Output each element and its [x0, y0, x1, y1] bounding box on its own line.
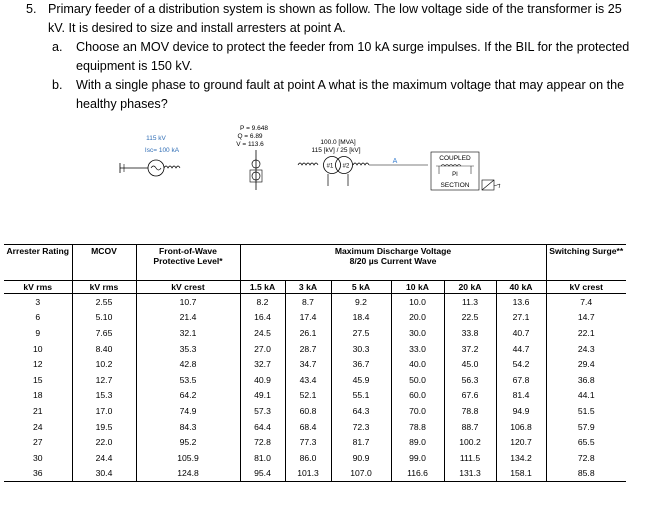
xfmr-w1-label: #1 — [326, 163, 334, 170]
table-cell: 55.1 — [331, 388, 391, 404]
table-cell: 10 — [4, 341, 72, 357]
table-cell: 88.7 — [444, 419, 496, 435]
table-cell: 35.3 — [136, 341, 240, 357]
table-row — [4, 434, 626, 450]
xfmr-kv-label: 115 [kV] / 25 [kV] — [311, 147, 361, 154]
table-cell: 28.7 — [285, 341, 331, 357]
table-row — [4, 325, 626, 341]
table-cell: 52.1 — [285, 388, 331, 404]
table-cell: 30.0 — [391, 325, 444, 341]
table-row — [4, 403, 626, 419]
table-cell: 74.9 — [136, 403, 240, 419]
table-cell: 22.0 — [72, 434, 136, 450]
table-cell: 21.4 — [136, 310, 240, 326]
xfmr-w2-label: #2 — [342, 163, 350, 170]
table-body — [4, 294, 626, 482]
unit-cell: 40 kA — [496, 281, 546, 294]
table-cell: 72.8 — [240, 434, 285, 450]
table-cell: 72.8 — [577, 452, 595, 463]
table-cell: 95.2 — [136, 434, 240, 450]
table-cell: 7.4 — [580, 296, 593, 307]
table-cell: 29.4 — [577, 359, 595, 370]
table-cell: 120.7 — [496, 434, 546, 450]
table-cell: 14.7 — [577, 312, 595, 323]
unit-cell: kV rms — [4, 281, 72, 294]
table-cell: 56.3 — [444, 372, 496, 388]
load-slash — [482, 180, 494, 190]
table-cell: 10.7 — [136, 294, 240, 310]
table-cell: 9.2 — [331, 294, 391, 310]
table-cell: 60.0 — [391, 388, 444, 404]
table-cell: 100.2 — [444, 434, 496, 450]
table-row — [4, 388, 626, 404]
table-cell: 12.7 — [72, 372, 136, 388]
header-mcov: MCOV — [72, 245, 136, 281]
table-cell: 27 — [4, 434, 72, 450]
table-cell: 85.8 — [546, 466, 626, 482]
header-row-1 — [4, 245, 626, 281]
part-a-label: a. — [52, 40, 63, 54]
table-cell: 54.2 — [496, 356, 546, 372]
table-cell: 72.3 — [331, 419, 391, 435]
source-kv-label: 115 kV — [146, 135, 166, 142]
header-rating: Arrester Rating — [4, 245, 72, 281]
table-row — [4, 294, 626, 310]
arrester-table-wrap — [4, 244, 626, 482]
table-cell: 24.3 — [577, 343, 595, 354]
source-isc-label: Isc= 100 kA — [144, 147, 180, 154]
table-cell: 77.3 — [285, 434, 331, 450]
table-cell: 36.7 — [331, 356, 391, 372]
table-cell: 84.3 — [136, 419, 240, 435]
table-cell: 30 — [4, 450, 72, 466]
unit-cell: 1.5 kA — [240, 281, 285, 294]
table-cell: 6 — [4, 310, 72, 326]
table-cell: 101.3 — [285, 466, 331, 482]
table-cell: 68.4 — [285, 419, 331, 435]
sine-icon — [151, 166, 161, 170]
table-cell: 111.5 — [444, 450, 496, 466]
table-row — [4, 341, 626, 357]
table-cell: 50.0 — [391, 372, 444, 388]
table-cell: 45.9 — [331, 372, 391, 388]
table-cell: 81.7 — [331, 434, 391, 450]
table-cell: 30.4 — [72, 466, 136, 482]
table-cell: 18 — [4, 388, 72, 404]
table-cell: 57.3 — [240, 403, 285, 419]
table-cell: 17.0 — [72, 403, 136, 419]
unit-cell: kV crest — [136, 281, 240, 294]
section-label: SECTION — [440, 182, 470, 189]
table-cell: 21 — [4, 403, 72, 419]
part-b-text: With a single phase to ground fault at point A what is the maximum voltage that may appear on the healthy phases? — [76, 78, 625, 111]
table-cell: 81.0 — [240, 450, 285, 466]
secondary-impedance-icon — [353, 163, 369, 165]
table-cell: 12 — [4, 356, 72, 372]
table-cell: 158.1 — [496, 466, 546, 482]
load-arrow-icon — [494, 184, 500, 188]
table-cell: 40.9 — [240, 372, 285, 388]
table-cell: 10.2 — [72, 356, 136, 372]
table-cell: 8.7 — [285, 294, 331, 310]
table-cell: 3 — [4, 294, 72, 310]
table-cell: 34.7 — [285, 356, 331, 372]
table-cell: 27.5 — [331, 325, 391, 341]
table-cell: 60.8 — [285, 403, 331, 419]
table-cell: 49.1 — [240, 388, 285, 404]
table-cell: 7.65 — [72, 325, 136, 341]
table-cell: 116.6 — [391, 466, 444, 482]
table-cell: 89.0 — [391, 434, 444, 450]
table-cell: 65.5 — [577, 437, 595, 448]
table-cell: 8.2 — [240, 294, 285, 310]
table-cell: 106.8 — [496, 419, 546, 435]
table-cell: 43.4 — [285, 372, 331, 388]
unit-cell: kV crest — [546, 281, 626, 294]
feeder-diagram — [110, 120, 530, 200]
table-cell: 105.9 — [136, 450, 240, 466]
table-cell: 20.0 — [391, 310, 444, 326]
table-cell: 95.4 — [240, 466, 285, 482]
table-cell: 13.6 — [496, 294, 546, 310]
arrester-table — [4, 244, 626, 482]
table-cell: 131.3 — [444, 466, 496, 482]
xfmr-mva-label: 100.0 [MVA] — [320, 139, 356, 146]
table-cell: 5.10 — [72, 310, 136, 326]
point-a-label: A — [392, 158, 398, 165]
table-cell: 27.0 — [240, 341, 285, 357]
table-row — [4, 310, 626, 326]
header-front-of-wave: Front-of-Wave Protective Level* — [136, 245, 240, 281]
table-cell: 30.3 — [331, 341, 391, 357]
table-cell: 37.2 — [444, 341, 496, 357]
unit-cell: kV rms — [72, 281, 136, 294]
table-row — [4, 372, 626, 388]
table-cell: 27.1 — [496, 310, 546, 326]
table-cell: 51.5 — [577, 405, 595, 416]
part-b-label: b. — [52, 78, 63, 92]
table-cell: 40.0 — [391, 356, 444, 372]
flow-p: P = 9.648 — [240, 125, 268, 132]
unit-cell: 5 kA — [331, 281, 391, 294]
table-cell: 22.5 — [444, 310, 496, 326]
table-cell: 24.5 — [240, 325, 285, 341]
table-cell: 64.3 — [331, 403, 391, 419]
table-row — [4, 356, 626, 372]
question-number: 5. — [26, 2, 37, 16]
table-cell: 64.4 — [240, 419, 285, 435]
table-cell: 19.5 — [72, 419, 136, 435]
pi-inductor-icon — [441, 165, 461, 167]
table-cell: 44.7 — [496, 341, 546, 357]
unit-cell: 10 kA — [391, 281, 444, 294]
table-row — [4, 450, 626, 466]
table-cell: 67.8 — [496, 372, 546, 388]
table-cell: 24 — [4, 419, 72, 435]
table-cell: 24.4 — [72, 450, 136, 466]
table-cell: 17.4 — [285, 310, 331, 326]
table-cell: 33.8 — [444, 325, 496, 341]
table-cell: 15 — [4, 372, 72, 388]
source-impedance-icon — [164, 166, 180, 168]
table-cell: 107.0 — [331, 466, 391, 482]
table-cell: 11.3 — [444, 294, 496, 310]
units-row — [4, 281, 626, 294]
table-cell: 32.1 — [136, 325, 240, 341]
table-cell: 90.9 — [331, 450, 391, 466]
table-cell: 10.0 — [391, 294, 444, 310]
table-cell: 15.3 — [72, 388, 136, 404]
table-cell: 32.7 — [240, 356, 285, 372]
table-cell: 9 — [4, 325, 72, 341]
table-cell: 45.0 — [444, 356, 496, 372]
table-row — [4, 419, 626, 435]
coupled-label: COUPLED — [439, 155, 471, 162]
unit-cell: 3 kA — [285, 281, 331, 294]
table-cell: 78.8 — [444, 403, 496, 419]
unit-cell: 20 kA — [444, 281, 496, 294]
line-impedance-icon — [298, 163, 318, 165]
table-cell: 36 — [4, 466, 72, 482]
table-cell: 70.0 — [391, 403, 444, 419]
table-cell: 78.8 — [391, 419, 444, 435]
flow-v: V = 113.6 — [236, 141, 264, 148]
table-row — [4, 466, 626, 482]
flow-q: Q = 6.89 — [237, 133, 263, 140]
table-cell: 22.1 — [577, 327, 595, 338]
table-cell: 53.5 — [136, 372, 240, 388]
table-cell: 57.9 — [577, 421, 595, 432]
table-cell: 81.4 — [496, 388, 546, 404]
pi-label: PI — [452, 172, 458, 178]
question-text: Primary feeder of a distribution system is shown as follow. The low voltage side of the transformer is 25 kV. It is desired to size and install arresters at point A. — [48, 2, 622, 35]
header-switching: Switching Surge** — [546, 245, 626, 281]
table-cell: 134.2 — [496, 450, 546, 466]
header-discharge — [240, 245, 546, 281]
table-cell: 40.7 — [496, 325, 546, 341]
header-current-wave: 8/20 µs Current Wave — [349, 256, 437, 266]
table-cell: 2.55 — [72, 294, 136, 310]
table-cell: 42.8 — [136, 356, 240, 372]
table-cell: 124.8 — [136, 466, 240, 482]
part-a-text: Choose an MOV device to protect the feeder from 10 kA surge impulses. If the BIL for the protected equipment is 150 kV. — [76, 40, 630, 73]
table-cell: 86.0 — [285, 450, 331, 466]
header-discharge-title: Maximum Discharge Voltage — [334, 246, 452, 256]
table-cell: 67.6 — [444, 388, 496, 404]
table-cell: 94.9 — [496, 403, 546, 419]
table-cell: 44.1 — [577, 390, 595, 401]
table-cell: 36.8 — [577, 374, 595, 385]
table-cell: 33.0 — [391, 341, 444, 357]
table-cell: 18.4 — [331, 310, 391, 326]
table-cell: 16.4 — [240, 310, 285, 326]
table-cell: 99.0 — [391, 450, 444, 466]
table-cell: 26.1 — [285, 325, 331, 341]
table-cell: 64.2 — [136, 388, 240, 404]
table-cell: 8.40 — [72, 341, 136, 357]
